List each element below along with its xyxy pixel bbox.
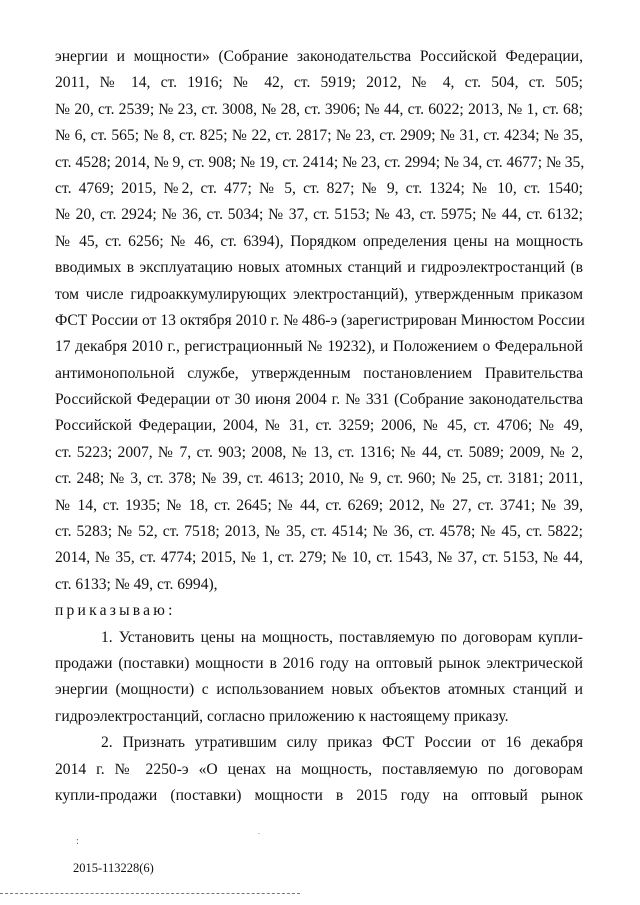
body-line: № 6, ст. 565; № 8, ст. 825; № 22, ст. 2817; № 23, ст. 2909; № 31, ст. 4234; № 35, xyxy=(55,127,583,145)
item-2-line: 2. Признать утратившим силу приказ ФСТ России от 16 декабря xyxy=(101,734,583,752)
scan-artifact-mark: . xyxy=(258,827,260,836)
body-line: ст. 6133; № 49, ст. 6994), xyxy=(55,575,218,593)
body-line: ФСТ России от 13 октября 2010 г. № 486-э (зарегистрирован Минюстом России xyxy=(55,311,585,329)
body-line: антимонопольной службе, утвержденным постановлением Правительства xyxy=(55,364,583,382)
item-1-line: 1. Установить цены на мощность, поставляемую по договорам купли- xyxy=(101,628,583,646)
body-line: энергии и мощности» (Собрание законодательства Российской Федерации, xyxy=(55,48,583,65)
body-line: № 14, ст. 1935; № 18, ст. 2645; № 44, ст. 6269; 2012, № 27, ст. 3741; № 39, xyxy=(55,496,583,514)
scan-artifact-dots: : xyxy=(76,836,79,847)
body-line: том числе гидроаккумулирующих электростанций), утвержденным приказом xyxy=(55,285,583,303)
body-line: 2011, № 14, ст. 1916; № 42, ст. 5919; 2012, № 4, ст. 504, ст. 505; xyxy=(55,74,583,92)
body-line: № 20, ст. 2924; № 36, ст. 5034; № 37, ст. 5153; № 43, ст. 5975; № 44, ст. 6132; xyxy=(55,206,583,224)
body-line: Российской Федерации, 2004, № 31, ст. 3259; 2006, № 45, ст. 4706; № 49, xyxy=(55,417,583,435)
body-line: № 20, ст. 2539; № 23, ст. 3008, № 28, ст. 3906; № 44, ст. 6022; 2013, № 1, ст. 68; xyxy=(55,100,583,118)
body-line: ст. 4528; 2014, № 9, ст. 908; № 19, ст. 2414; № 23, ст. 2994; № 34, ст. 4677; № 35, xyxy=(55,153,585,171)
order-word: приказываю: xyxy=(55,602,176,620)
body-line: № 45, ст. 6256; № 46, ст. 6394), Порядком определения цены на мощность xyxy=(55,232,583,250)
page-bottom-rule xyxy=(0,893,300,895)
body-line: ст. 4769; 2015, №2, ст. 477; № 5, ст. 827; № 9, ст. 1324; № 10, ст. 1540; xyxy=(55,179,583,197)
body-line: ст. 5283; № 52, ст. 7518; 2013, № 35, ст. 4514; № 36, ст. 4578; № 45, ст. 5822; xyxy=(55,523,583,541)
document-body xyxy=(55,44,583,809)
body-line: 17 декабря 2010 г., регистрационный № 19232), и Положением о Федеральной xyxy=(55,338,583,356)
body-line: вводимых в эксплуатацию новых атомных станций и гидроэлектростанций (в xyxy=(55,259,583,277)
body-line: ст. 248; № 3, ст. 378; № 39, ст. 4613; 2010, № 9, ст. 960; № 25, ст. 3181; 2011, xyxy=(55,470,583,488)
item-1-line: продажи (поставки) мощности в 2016 году на оптовый рынок электрической xyxy=(55,654,583,672)
document-code: 2015-113228(6) xyxy=(73,861,154,875)
body-line: ст. 5223; 2007, № 7, ст. 903; 2008, № 13, ст. 1316; № 44, ст. 5089; 2009, № 2, xyxy=(55,443,583,461)
item-2-line: купли-продажи (поставки) мощности в 2015 году на оптовый рынок xyxy=(55,786,583,804)
item-1-line: гидроэлектростанций, согласно приложению к настоящему приказу. xyxy=(55,707,509,725)
item-1-line: энергии (мощности) с использованием новых объектов атомных станций и xyxy=(55,681,583,699)
item-2-line: 2014 г. № 2250-э «О ценах на мощность, поставляемую по договорам xyxy=(55,760,583,778)
body-line: Российской Федерации от 30 июня 2004 г. № 331 (Собрание законодательства xyxy=(55,391,583,409)
body-line: 2014, № 35, ст. 4774; 2015, № 1, ст. 279; № 10, ст. 1543, № 37, ст. 5153, № 44, xyxy=(55,549,583,567)
